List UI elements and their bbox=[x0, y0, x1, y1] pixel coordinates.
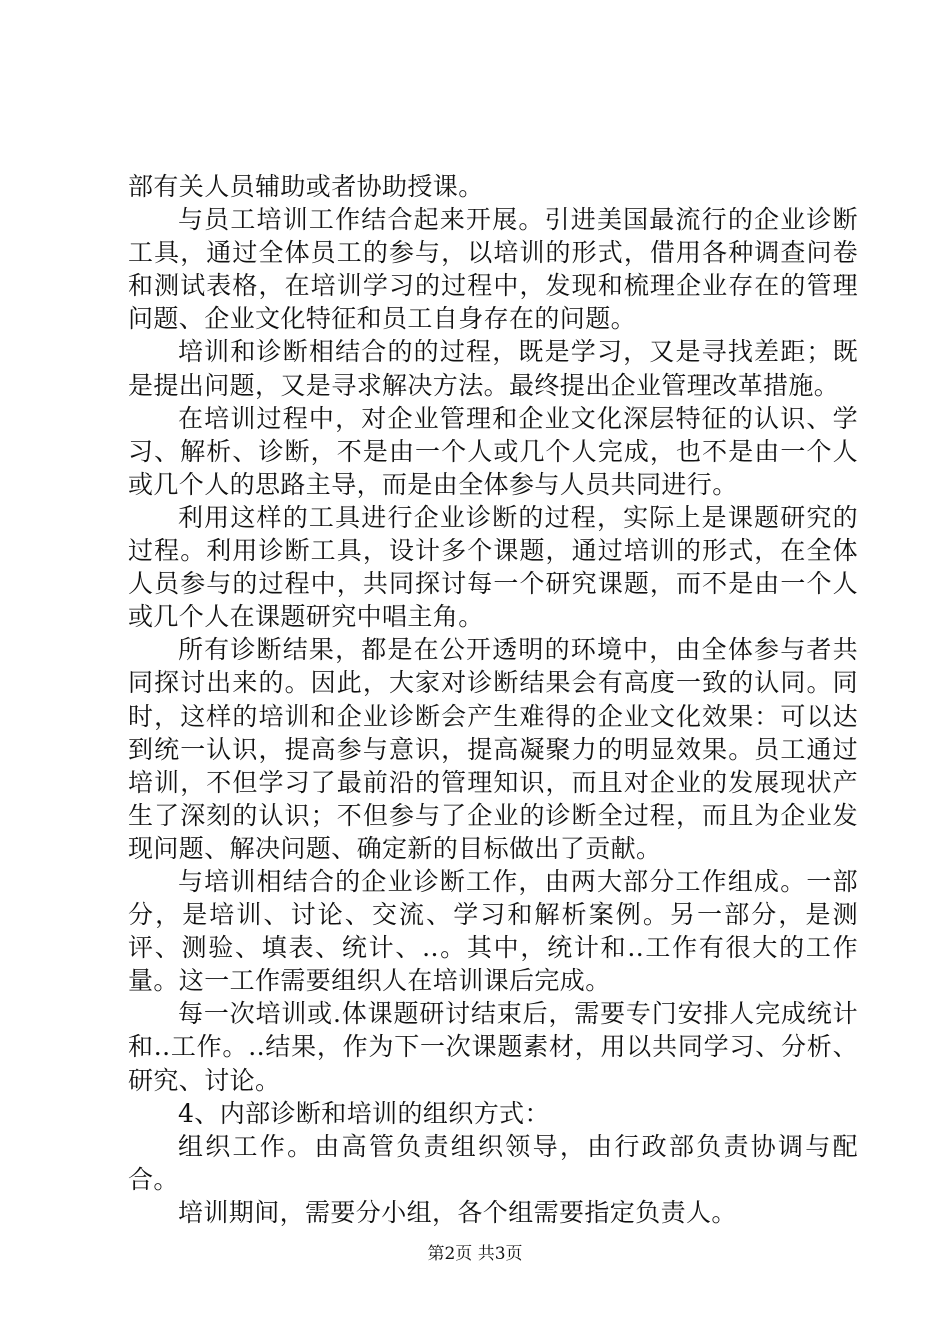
paragraph-6: 所有诊断结果，都是在公开透明的环境中，由全体参与者共同探讨出来的。因此，大家对诊断结果会有高度一致的认同。同时，这样的培训和企业诊断会产生难得的企业文化效果：可以达到统一认识，提高参与意识，提高凝聚力的明显效果。员工通过培训，不但学习了最前沿的管理知识，而且对企业的发展现状产生了深刻的认识；不但参与了企业的诊断全过程，而且为企业发现问题、解决问题、确定新的目标做出了贡献。 bbox=[128, 635, 858, 863]
paragraph-5: 利用这样的工具进行企业诊断的过程，实际上是课题研究的过程。利用诊断工具，设计多个课题，通过培训的形式，在全体人员参与的过程中，共同探讨每一个研究课题，而不是由一个人或几个人在课题研究中唱主角。 bbox=[128, 502, 858, 632]
page-number: 第2页 共3页 bbox=[427, 1244, 523, 1264]
document-body bbox=[128, 170, 858, 1229]
paragraph-10: 培训期间，需要分小组，各个组需要指定负责人。 bbox=[178, 1197, 737, 1227]
paragraph-7: 与培训相结合的企业诊断工作，由两大部分工作组成。一部分，是培训、讨论、交流、学习和解析案例。另一部分，是测评、测验、填表、统计、..。其中，统计和..工作有很大的工作量。这一工作需要组织人在培训课后完成。 bbox=[128, 866, 858, 996]
paragraph-4: 在培训过程中，对企业管理和企业文化深层特征的认识、学习、解析、诊断，不是由一个人或几个人完成，也不是由一个人或几个人的思路主导，而是由全体参与人员共同进行。 bbox=[128, 403, 858, 499]
paragraph-3: 培训和诊断相结合的的过程，既是学习，又是寻找差距；既是提出问题，又是寻求解决方法。最终提出企业管理改革措施。 bbox=[128, 337, 858, 400]
paragraph-9: 组织工作。由高管负责组织领导，由行政部负责协调与配合。 bbox=[128, 1131, 858, 1194]
paragraph-1: 部有关人员辅助或者协助授课。 bbox=[128, 172, 484, 201]
page-footer bbox=[0, 1244, 950, 1264]
paragraph-8: 每一次培训或.体课题研讨结束后，需要专门安排人完成统计和..工作。..结果，作为下一次课题素材，用以共同学习、分析、研究、讨论。 bbox=[128, 999, 858, 1095]
section-heading-4: 4、内部诊断和培训的组织方式： bbox=[178, 1098, 550, 1128]
paragraph-2: 与员工培训工作结合起来开展。引进美国最流行的企业诊断工具，通过全体员工的参与，以培训的形式，借用各种调查问卷和测试表格，在培训学习的过程中，发现和梳理企业存在的管理问题、企业文化特征和员工自身存在的问题。 bbox=[128, 205, 858, 334]
